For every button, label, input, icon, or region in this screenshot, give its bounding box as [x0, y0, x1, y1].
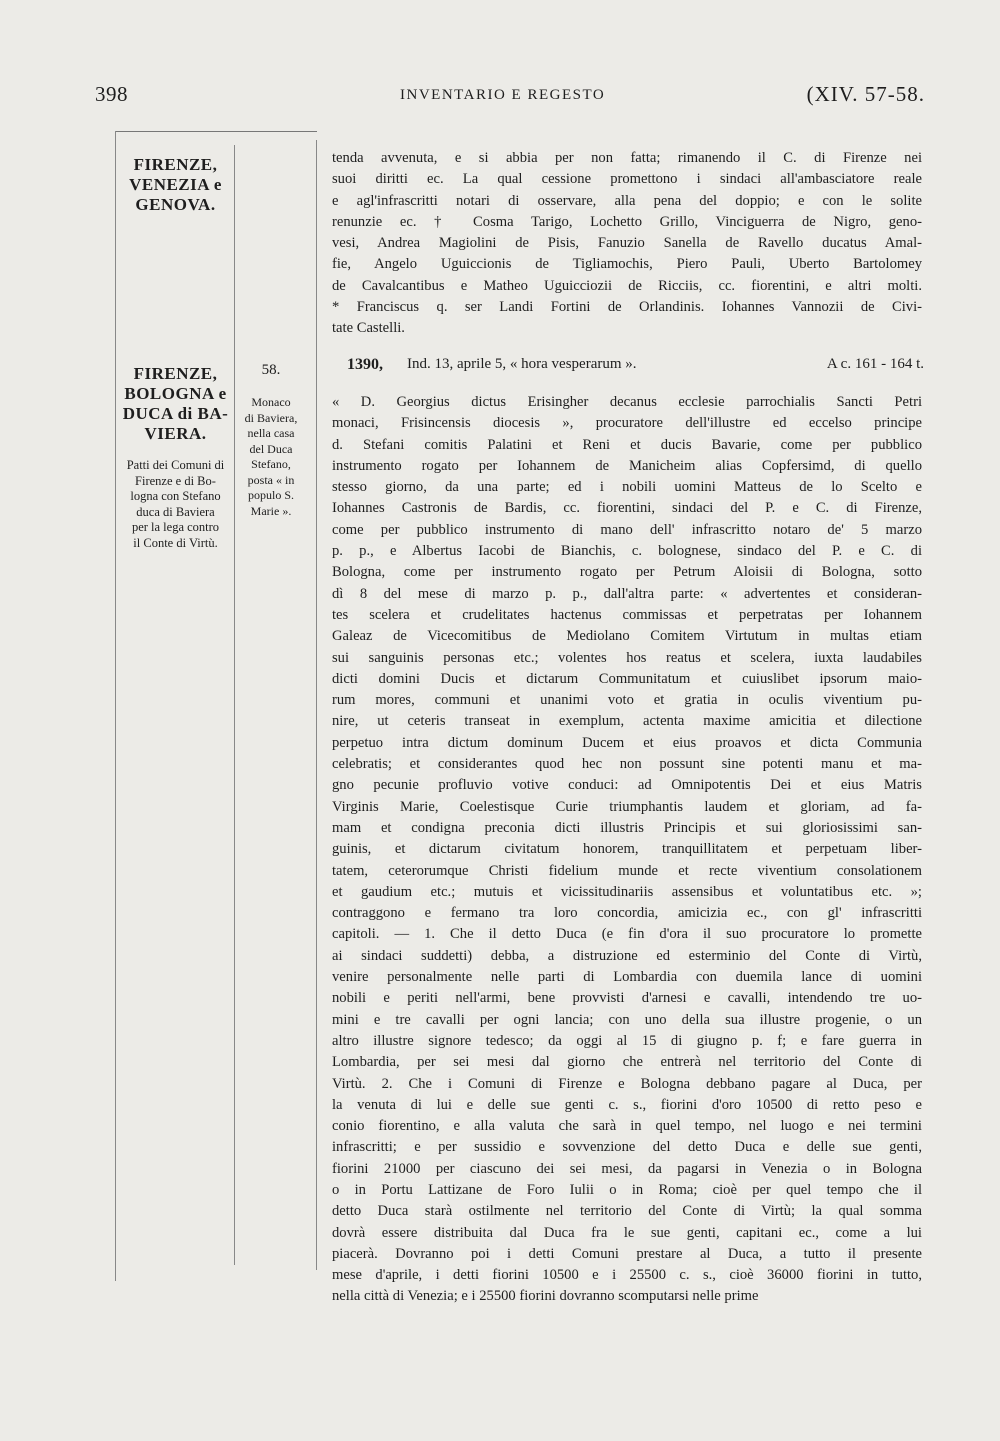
- place-line: populo S.: [247, 488, 294, 502]
- entry-number: 58.: [261, 362, 281, 378]
- note-line: Firenze e di Bo-: [135, 473, 216, 488]
- text-line: tatem, ceterorumque Christi fidelium munde et recte viventium consolationem: [332, 862, 922, 879]
- text-line: stesso giorno, da una parte; ed i nobili uomini Matteus de lo Scelto e: [332, 479, 922, 496]
- text-line: tate Castelli.: [332, 320, 405, 337]
- text-line: ai sindaci suddetti) debba, a distruzione ed esterminio del Conte di Virtù,: [332, 947, 922, 964]
- text-line: venire personalmente nelle parti di Lombardia con duemila lance di uomini: [332, 969, 922, 986]
- text-line: perpetuo intra dictum dominum Ducem et eius proavos et dicta Communia: [332, 734, 922, 751]
- place-line: del Duca: [249, 441, 293, 456]
- text-line: capitoli. — 1. Che il detto Duca (e fin d'ora il suo procuratore lo promette: [332, 926, 922, 943]
- text-line: o in Portu Lattizane de Foro Iulii o in Roma; cioè per quel tempo che il: [332, 1181, 922, 1198]
- text-line: de Cavalcantibus e Matheo Uguicciozii de Ricciis, cc. fiorentini, e altri molti.: [332, 277, 922, 294]
- text-line: piacerà. Dovranno poi i detti Comuni prestare al Duca, a tutto il presente: [332, 1245, 922, 1262]
- text-line: celebratis; et considerantes quod hec non possunt sine potenti manu et ma-: [332, 756, 922, 773]
- margin-rule-left: [115, 131, 116, 1281]
- text-line: gno pecunie profluvio votive conduci: ad Omnipotentis Dei et eius Matris: [332, 777, 922, 794]
- margin-heading-firenze-bologna-duca: [117, 364, 234, 552]
- entry-folio: A c. 161 - 164 t.: [826, 356, 924, 372]
- text-line: la venuta di lui e delle sue genti c. s., fiorini d'oro 10500 di retto peso e: [332, 1096, 922, 1113]
- place-line: nella casa: [247, 426, 295, 440]
- margin-rule-middle: [234, 145, 235, 1265]
- text-line: suoi diritti ec. La qual cessione promettono i sindaci all'ambasciatore reale: [332, 171, 922, 188]
- text-line: Iohannes Castronis de Bardis, cc. fiorentini, sindaci del P. e C. di Firenze,: [332, 500, 922, 517]
- margin-heading-line: VIERA.: [144, 424, 207, 443]
- margin-heading-line: DUCA di BA-: [122, 404, 229, 423]
- text-line: detto Duca starà ostilmente nel territorio del Conte di Virtù; la qual somma: [332, 1203, 922, 1220]
- margin-heading-line: GENOVA.: [135, 195, 216, 214]
- text-line: altro illustre signore tedesco; da oggi al 15 di giugno p. f; e fare guerra in: [332, 1032, 922, 1049]
- text-line: fiorini 21000 per ciascuno dei sei mesi, da pagarsi in Venezia o in Bologna: [332, 1160, 922, 1177]
- text-line: fie, Angelo Uguiccionis de Tigliamochis, Piero Pauli, Uberto Bartolomey: [332, 256, 922, 273]
- entry-heading: [332, 356, 924, 380]
- text-line: nire, ut ceteris transeat in exemplum, actenta maxime amicitia et dilectione: [332, 713, 922, 730]
- entry-place: [235, 395, 307, 519]
- text-line: e agl'infrascritti notari di osservare, alla pena del doppio; e con le solite: [332, 192, 922, 209]
- text-line: * Franciscus q. ser Landi Fortini de Orlandinis. Iohannes Vannozii de Civi-: [332, 299, 922, 316]
- paragraph-continuation: [332, 148, 922, 340]
- margin-rule-right: [316, 140, 317, 1270]
- text-line: Lombardia, per sei mesi dal giorno che entrerà nel territorio del Conte di: [332, 1054, 922, 1071]
- margin-heading-line: FIRENZE,: [133, 155, 218, 174]
- entry-body: [332, 392, 922, 1308]
- note-line: logna con Stefano: [130, 489, 221, 504]
- margin-heading-line: VENEZIA e: [129, 175, 222, 194]
- text-line: sui sanguinis personas etc.; volentes hos reatus et scelera, iuxta laudabiles: [332, 649, 922, 666]
- text-line: Galeaz de Vicecomitibus de Mediolano Comitem Virtutum in multas etiam: [332, 628, 922, 645]
- text-line: monaci, Frisincensis diocesis », procuratore dell'illustre ed eccelso principe: [332, 415, 922, 432]
- text-line: dovrà essere distribuita dal Duca fra le sue genti, capitani ec., come a lui: [332, 1224, 922, 1241]
- text-line: mese d'aprile, i detti fiorini 10500 e i 25500 c. s., cioè 36000 fiorini in tutto,: [332, 1267, 922, 1284]
- text-line: conio fiorentino, e alla valuta che sarà in quel tempo, nel luogo e nei termini: [332, 1118, 922, 1135]
- note-line: Patti dei Comuni di: [126, 458, 225, 472]
- note-line: il Conte di Virtù.: [133, 535, 218, 550]
- note-line: duca di Baviera: [136, 504, 215, 519]
- text-line: contraggono e fermano tra loro concordia, amicizia ec., con gl' infrascritti: [332, 905, 922, 922]
- text-line: mini e tre cavalli per ogni lancia; con uno della sua illustre progenie, o un: [332, 1011, 922, 1028]
- text-line: nobili e periti nell'armi, bene provvisti d'arnesi e cavalli, intendendo tre uo-: [332, 990, 922, 1007]
- margin-heading-firenze-venezia-genova: [118, 155, 233, 215]
- text-line: Bologna, come per instrumento rogato per Petrum Aloisii di Bologna, sotto: [332, 564, 922, 581]
- text-line: tes scelera et crudelitates hactenus commissas et perpetratas per Iohannem: [332, 606, 922, 623]
- place-line: di Baviera,: [244, 410, 298, 425]
- text-line: p. p., e Albertus Iacobi de Bianchis, c. bolognese, sindaco del P. e C. di: [332, 543, 922, 560]
- text-line: Virtù. 2. Che i Comuni di Firenze e Bologna debbano pagare al Duca, per: [332, 1075, 922, 1092]
- margin-heading-line: BOLOGNA e: [124, 384, 227, 403]
- place-line: Monaco: [251, 395, 291, 409]
- text-line: renunzie ec. † Cosma Tarigo, Lochetto Grillo, Vinciguerra de Nigro, geno-: [332, 213, 922, 230]
- text-line: d. Stefani comitis Palatini et Reni et ducis Bavarie, come per pubblico: [332, 436, 922, 453]
- entry-place-note: [235, 362, 307, 519]
- text-line: infrascritti; e per sussidio e sovvenzione del detto Duca e delle sue genti,: [332, 1139, 922, 1156]
- text-line: nella città di Venezia; e i 25500 fiorini dovranno scomputarsi nelle prime: [332, 1288, 759, 1305]
- place-line: Marie ».: [250, 503, 292, 518]
- text-line: et gaudium etc.; mutuis et vicissitudinariis assensibus et voluntatibus etc. »;: [332, 883, 922, 900]
- text-line: dicti domini Ducis et dictarum Communitatum et cuiuslibet ipsorum maio-: [332, 670, 922, 687]
- section-reference: (XIV. 57-58.: [806, 82, 925, 106]
- text-line: Virginis Marie, Coelestisque Curie triumphantis laudem et gloriam, ad fa-: [332, 798, 922, 815]
- margin-heading-line: FIRENZE,: [133, 364, 218, 383]
- text-line: come per pubblico instrumento di mano dell' infrascritto notaro de' 5 marzo: [332, 521, 922, 538]
- text-line: rum mores, communi et unanimi voto et gratia in oculis viventium pu-: [332, 692, 922, 709]
- text-line: vesi, Andrea Magiolini de Pisis, Fanuzio Sanella de Ravello ducatus Amal-: [332, 235, 922, 252]
- text-line: « D. Georgius dictus Erisingher decanus ecclesie parrochialis Sancti Petri: [332, 394, 922, 410]
- running-head: [95, 82, 925, 112]
- text-line: mam et condigna preconia dicti illustris Principis et sui gloriosissimi san-: [332, 819, 922, 836]
- place-line: Stefano,: [251, 457, 291, 471]
- header-rule: [115, 131, 317, 132]
- page-number: 398: [95, 82, 128, 106]
- running-title: INVENTARIO E REGESTO: [400, 87, 606, 103]
- margin-summary-note: [117, 458, 234, 552]
- text-line: dì 8 del mese di marzo p. p., dall'altra parte: « advertentes et consideran-: [332, 585, 922, 602]
- text-line: guinis, et dictarum civitatum honorem, tranquillitatem et perpetuam liber-: [332, 841, 922, 858]
- text-line: instrumento rogato per Iohannem de Manicheim alias Copfersimd, di quello: [332, 457, 922, 474]
- entry-year: 1390,: [347, 356, 383, 373]
- note-line: per la lega contro: [131, 520, 220, 535]
- place-line: posta « in: [247, 472, 295, 487]
- text-line: tenda avvenuta, e si abbia per non fatta; rimanendo il C. di Firenze nei: [332, 150, 922, 166]
- entry-date: Ind. 13, aprile 5, « hora vesperarum ».: [407, 356, 637, 372]
